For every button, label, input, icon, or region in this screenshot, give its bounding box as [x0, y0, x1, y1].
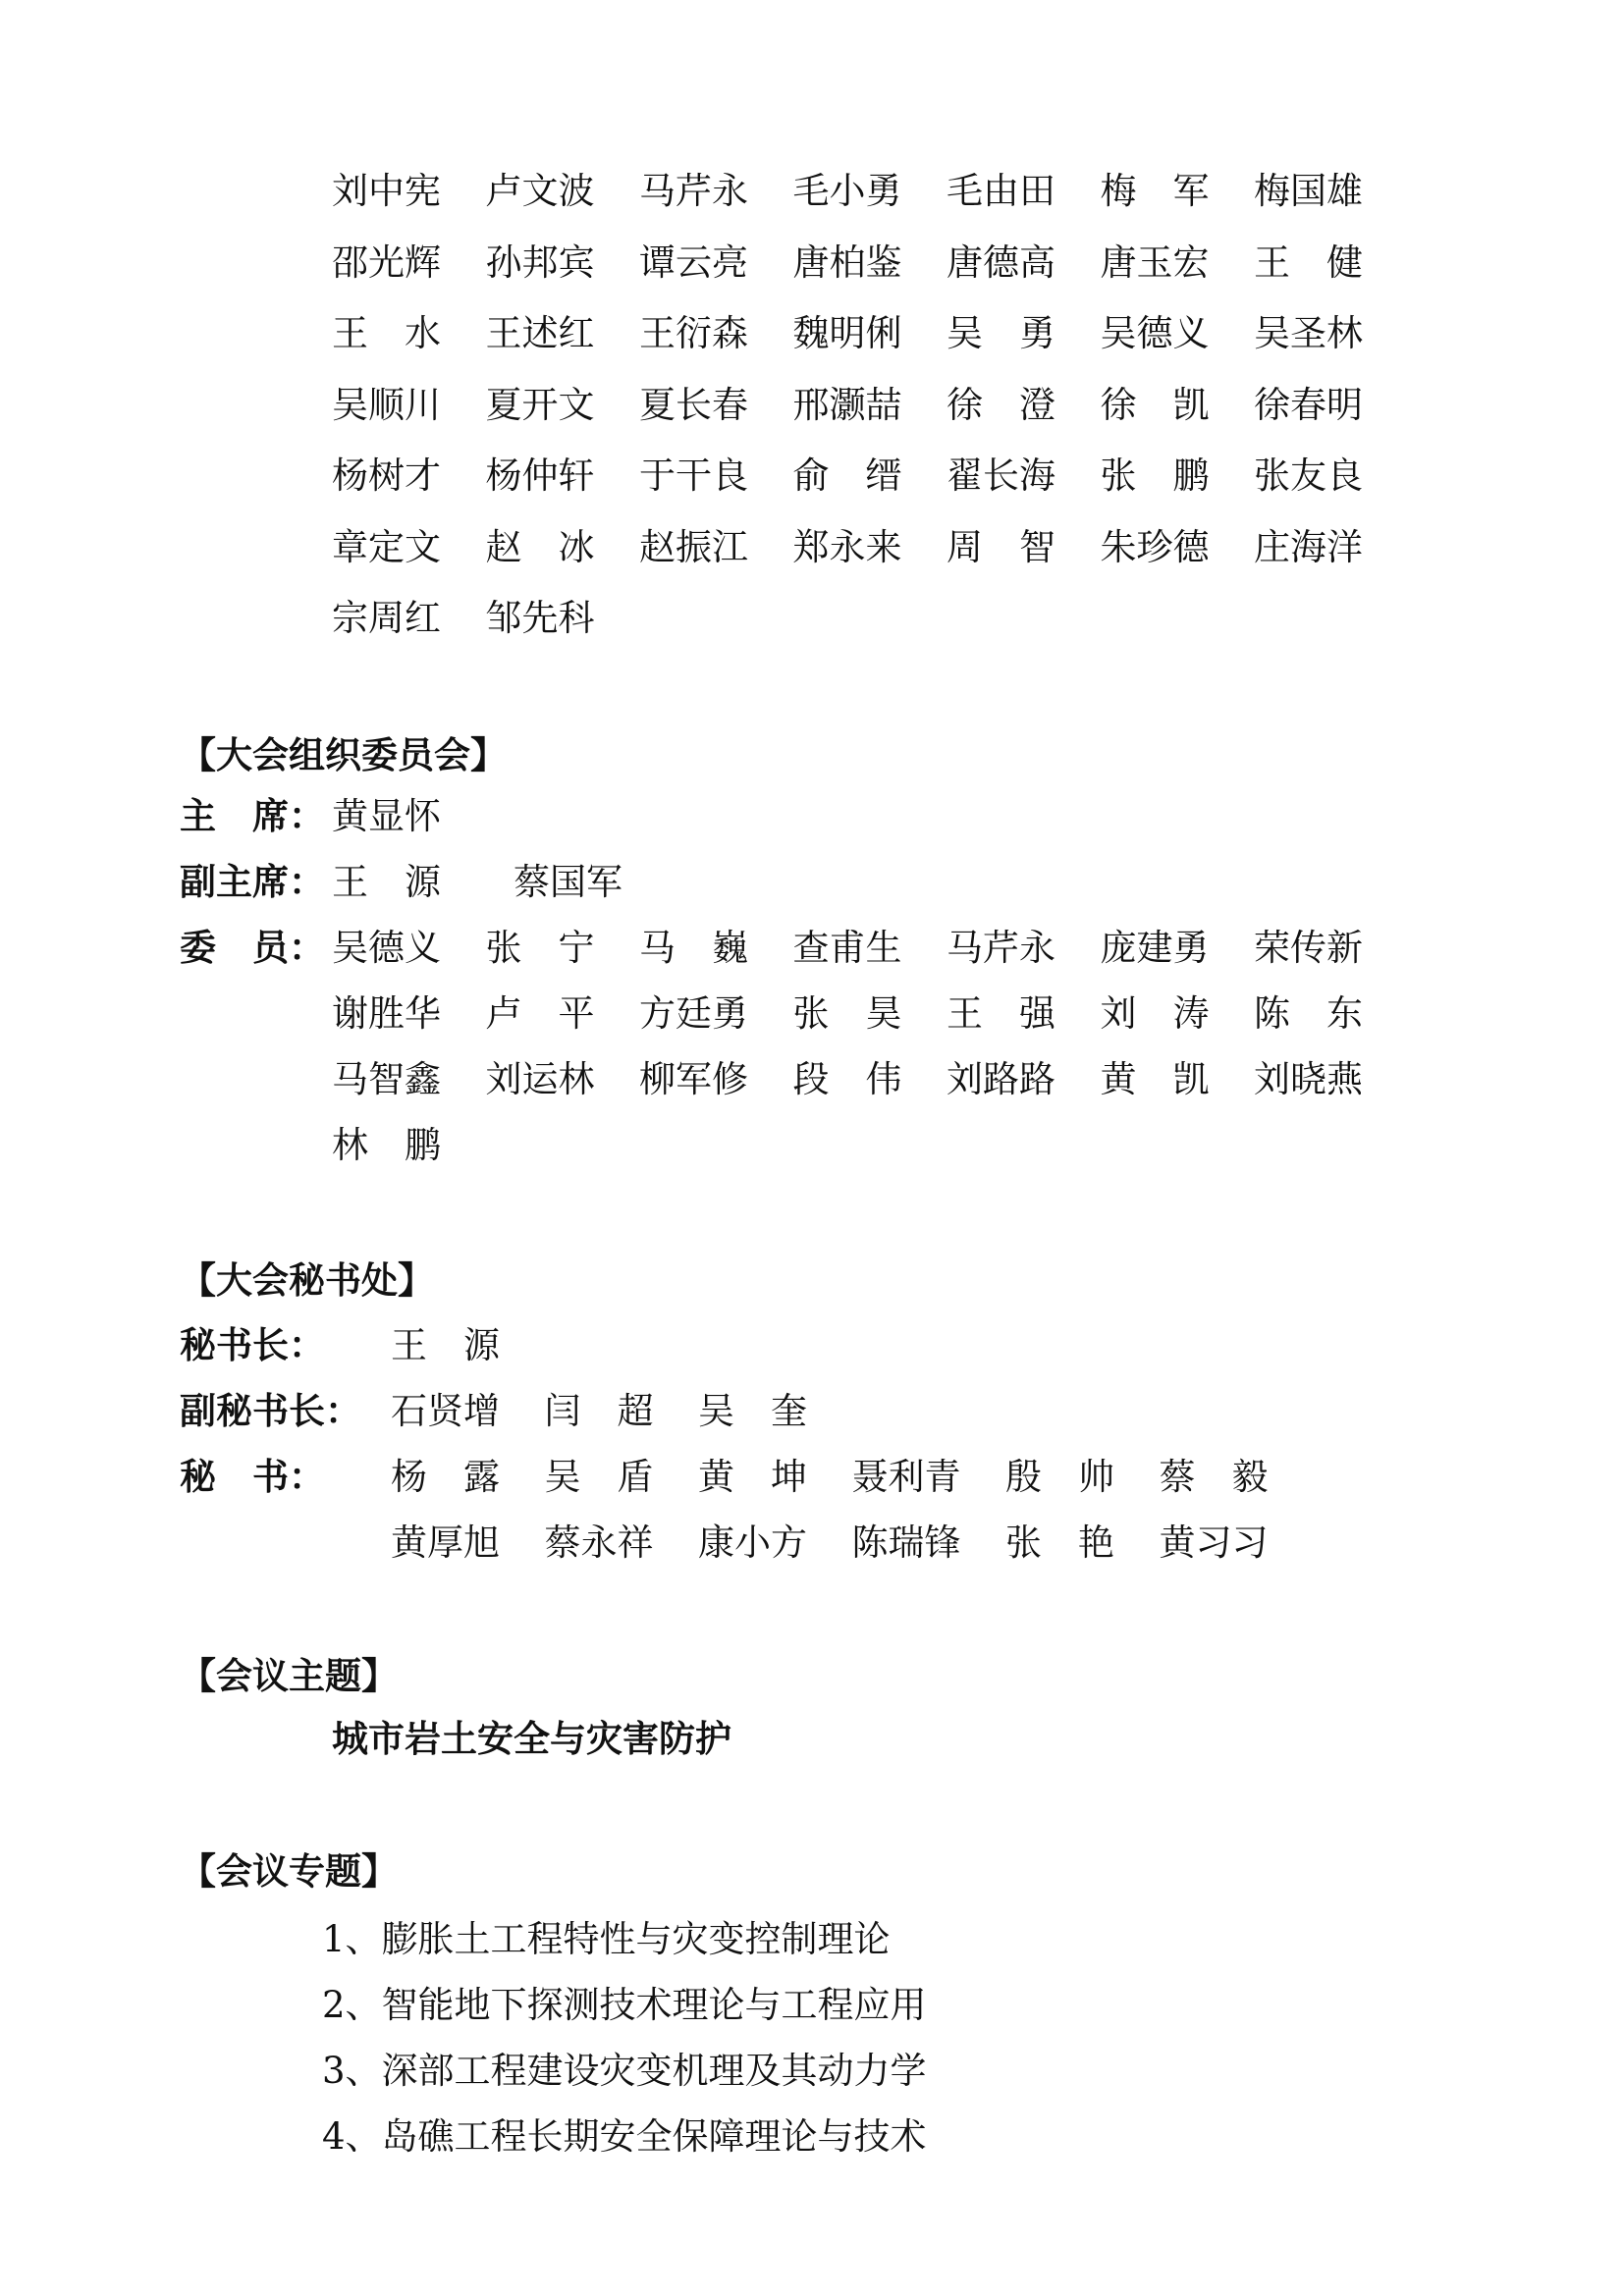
secretary-name: 杨 露 [391, 1456, 500, 1498]
member-name: 庄海洋 [1254, 525, 1363, 568]
deputy-secretary-general-name: 石贤增 [391, 1390, 500, 1432]
member-name: 梅 军 [1100, 170, 1210, 212]
member-name: 吴德义 [1100, 312, 1210, 354]
committee-member-name: 荣传新 [1254, 927, 1363, 969]
vice-chair-label: 副主席： [180, 861, 325, 903]
committee-member-name: 刘晓燕 [1254, 1058, 1363, 1100]
member-name: 吴顺川 [332, 383, 441, 426]
deputy-secretary-general-list [391, 1378, 852, 1444]
committee-member-name: 庞建勇 [1100, 927, 1210, 969]
topic-list [322, 1906, 927, 2169]
secretary-general-name: 王 源 [391, 1324, 500, 1366]
member-list [332, 156, 1408, 655]
member-name: 郑永来 [792, 525, 902, 568]
topic-item: 4、岛礁工程长期安全保障理论与技术 [322, 2115, 927, 2158]
member-name: 唐玉宏 [1100, 240, 1210, 284]
committee-member-name: 王 强 [947, 992, 1055, 1035]
committee-member-name: 卢 平 [485, 992, 595, 1035]
committee-member-name: 查甫生 [792, 927, 902, 969]
member-name: 徐春明 [1254, 383, 1363, 426]
member-name: 杨树才 [332, 454, 441, 497]
secretary-name: 张 艳 [1005, 1522, 1114, 1564]
committee-member-name: 柳军修 [639, 1058, 748, 1100]
member-name: 杨仲轩 [485, 454, 595, 497]
committee-member-name: 刘运林 [485, 1058, 595, 1100]
member-name: 刘中宪 [332, 170, 441, 212]
member-name: 毛小勇 [792, 170, 902, 212]
organizing-committee-heading: 【大会组织委员会】 [180, 734, 507, 776]
committee-member-name: 张 宁 [485, 927, 595, 969]
committee-member-name: 林 鹏 [332, 1124, 441, 1166]
member-name: 唐柏鉴 [792, 240, 902, 284]
member-name: 赵 冰 [485, 525, 595, 568]
member-name: 孙邦宾 [485, 240, 595, 284]
committee-member-name: 刘路路 [947, 1058, 1055, 1100]
deputy-secretary-general-label: 副秘书长： [180, 1390, 361, 1432]
member-name: 夏长春 [639, 383, 748, 426]
committee-member-list [332, 915, 1408, 1178]
topic-item: 3、深部工程建设灾变机理及其动力学 [322, 2050, 927, 2092]
member-name: 邢灏喆 [792, 383, 902, 426]
member-name: 俞 缙 [792, 454, 902, 497]
committee-member-name: 张 昊 [792, 992, 902, 1035]
topics-heading: 【会议专题】 [180, 1850, 398, 1893]
member-name: 周 智 [947, 525, 1055, 568]
committee-member-name: 黄 凯 [1100, 1058, 1210, 1100]
member-name: 赵振江 [639, 525, 748, 568]
secretariat-heading: 【大会秘书处】 [180, 1259, 434, 1302]
member-name: 唐德高 [947, 240, 1055, 284]
committee-member-name: 段 伟 [792, 1058, 902, 1100]
secretary-name: 康小方 [698, 1522, 807, 1564]
committee-member-name: 谢胜华 [332, 992, 441, 1035]
member-name: 吴圣林 [1254, 312, 1363, 354]
member-name: 邹先科 [485, 597, 595, 639]
topic-item: 2、智能地下探测技术理论与工程应用 [322, 1984, 927, 2026]
committee-member-name: 马智鑫 [332, 1058, 441, 1100]
member-name: 谭云亮 [639, 240, 748, 284]
secretary-name: 殷 帅 [1005, 1456, 1114, 1498]
secretary-name: 陈瑞锋 [851, 1522, 961, 1564]
topic-item: 1、膨胀土工程特性与灾变控制理论 [322, 1918, 891, 1960]
member-name: 王 健 [1254, 240, 1363, 284]
committee-member-name: 马芹永 [947, 927, 1055, 969]
member-name: 宗周红 [332, 597, 441, 639]
committee-member-name: 吴德义 [332, 927, 441, 969]
secretary-list [391, 1444, 1313, 1575]
member-name: 张友良 [1254, 454, 1363, 497]
committee-members-label: 委 员： [180, 927, 325, 969]
secretary-name: 黄习习 [1159, 1522, 1269, 1564]
member-name: 朱珍德 [1100, 525, 1210, 568]
secretary-name: 聂利青 [851, 1456, 961, 1498]
member-name: 马芹永 [639, 170, 748, 212]
secretary-name: 蔡 毅 [1159, 1456, 1269, 1498]
committee-member-name: 刘 涛 [1100, 992, 1210, 1035]
secretary-general-label: 秘书长： [180, 1324, 325, 1366]
secretary-name: 黄 坤 [698, 1456, 807, 1498]
vice-chair-names: 王 源 蔡国军 [332, 861, 622, 903]
theme-heading: 【会议主题】 [180, 1655, 398, 1697]
chair-label: 主 席： [180, 795, 325, 837]
member-name: 王 水 [332, 312, 441, 354]
secretary-name: 黄厚旭 [391, 1522, 500, 1564]
member-name: 张 鹏 [1100, 454, 1210, 497]
member-name: 章定文 [332, 525, 441, 568]
member-name: 徐 凯 [1100, 383, 1210, 426]
member-name: 王衍森 [639, 312, 748, 354]
theme-text: 城市岩土安全与灾害防护 [332, 1718, 731, 1760]
member-name: 毛由田 [947, 170, 1055, 212]
member-name: 徐 澄 [947, 383, 1055, 426]
deputy-secretary-general-name: 吴 奎 [698, 1390, 807, 1432]
member-name: 王述红 [485, 312, 595, 354]
member-name: 夏开文 [485, 383, 595, 426]
member-name: 翟长海 [947, 454, 1055, 497]
member-name: 于干良 [639, 454, 748, 497]
member-name: 邵光辉 [332, 240, 441, 284]
committee-member-name: 陈 东 [1254, 992, 1363, 1035]
secretary-name: 蔡永祥 [544, 1522, 654, 1564]
member-name: 魏明俐 [792, 312, 902, 354]
secretary-name: 吴 盾 [544, 1456, 654, 1498]
committee-member-name: 马 巍 [639, 927, 748, 969]
deputy-secretary-general-name: 闫 超 [544, 1390, 654, 1432]
member-name: 梅国雄 [1254, 170, 1363, 212]
secretaries-label: 秘 书： [180, 1456, 325, 1498]
chair-name: 黄显怀 [332, 795, 441, 837]
committee-member-name: 方廷勇 [639, 992, 748, 1035]
member-name: 吴 勇 [947, 312, 1055, 354]
member-name: 卢文波 [485, 170, 595, 212]
